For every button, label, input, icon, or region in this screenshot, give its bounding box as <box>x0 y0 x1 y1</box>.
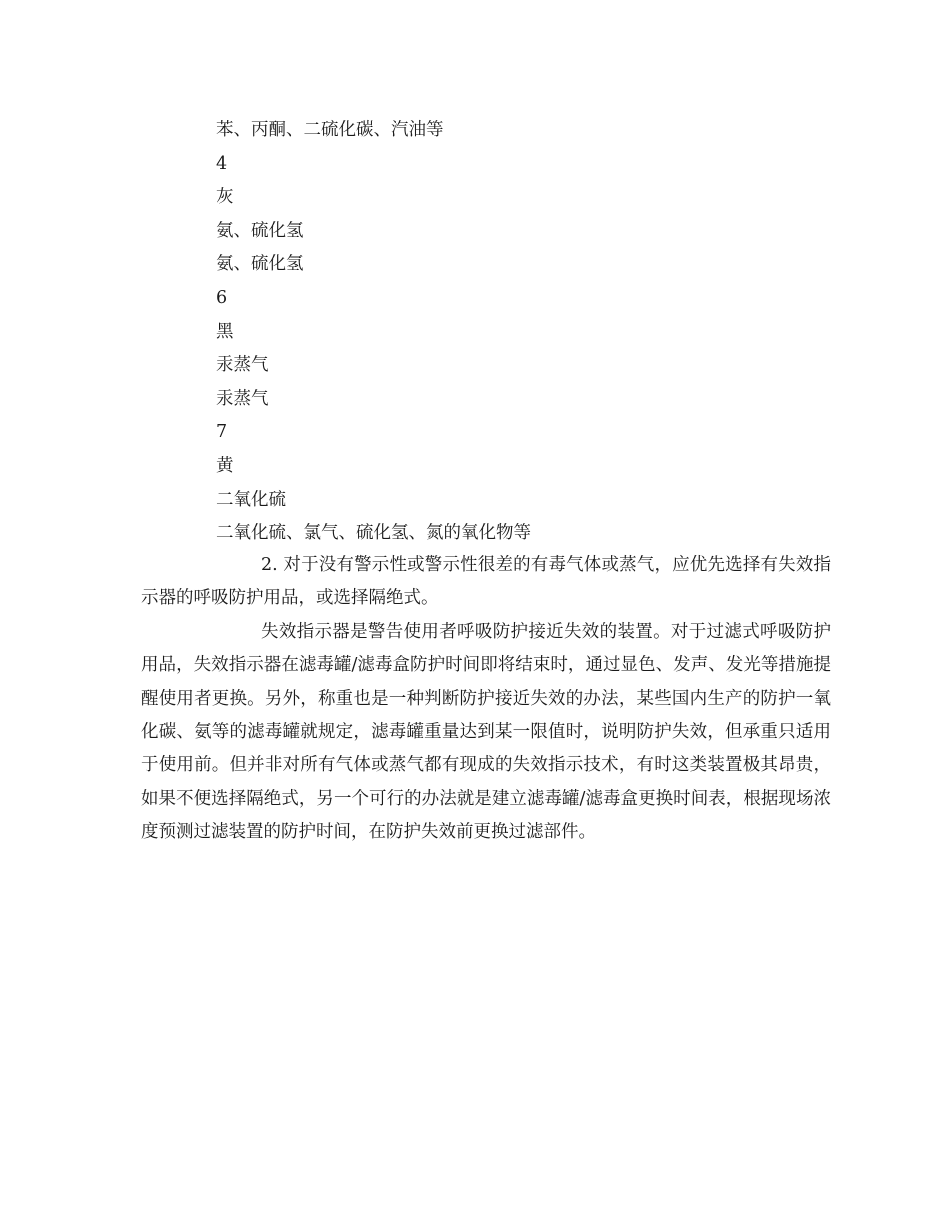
list-line: 二氧化硫 <box>216 489 286 510</box>
list-line: 二氧化硫、氯气、硫化氢、氮的氧化物等 <box>216 523 531 544</box>
list-line: 4 <box>216 153 228 174</box>
list-line: 汞蒸气 <box>216 355 269 376</box>
body-text <box>141 549 831 850</box>
list-line: 汞蒸气 <box>216 388 269 409</box>
list-line: 黄 <box>216 455 234 476</box>
list-line: 氨、硫化氢 <box>216 254 304 275</box>
list-line: 灰 <box>216 187 234 208</box>
filter-type-list <box>216 114 531 551</box>
paragraph-end-of-service-indicator: 失效指示器是警告使用者呼吸防护接近失效的装置。对于过滤式呼吸防护用品，失效指示器在滤毒罐/滤毒盒防护时间即将结束时，通过显色、发声、发光等措施提醒使用者更换。另外，称重也是一种判断防护接近失效的办法，某些国内生产的防护一氧化碳、氨等的滤毒罐就规定，滤毒罐重量达到某一限值时，说明防护失效，但承重只适用于使用前。但并非对所有气体或蒸气都有现成的失效指示技术，有时这类装置极其昂贵，如果不便选择隔绝式，另一个可行的办法就是建立滤毒罐/滤毒盒更换时间表，根据现场浓度预测过滤装置的防护时间，在防护失效前更换过滤部件。 <box>141 621 831 843</box>
paragraph-indicator-recommendation: 2. 对于没有警示性或警示性很差的有毒气体或蒸气，应优先选择有失效指示器的呼吸防护用品，或选择隔绝式。 <box>141 555 831 609</box>
list-line: 6 <box>216 287 228 308</box>
list-line: 氨、硫化氢 <box>216 220 304 241</box>
list-line: 7 <box>216 422 228 443</box>
list-line: 苯、丙酮、二硫化碳、汽油等 <box>216 120 444 140</box>
list-line: 黑 <box>216 321 234 342</box>
